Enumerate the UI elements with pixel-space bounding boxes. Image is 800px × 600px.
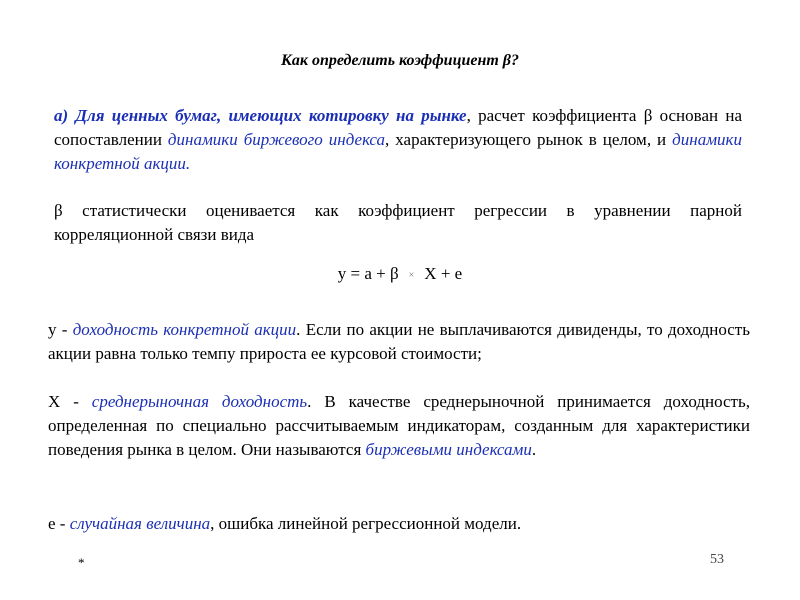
- slide-title: Как определить коэффициент β?: [280, 52, 519, 69]
- emphasis-random-variable: случайная величина: [69, 514, 211, 533]
- paragraph-e-definition: [48, 512, 750, 536]
- formula-right: X + e: [424, 264, 463, 283]
- text: , характеризующего рынок в целом, и: [385, 130, 673, 149]
- formula-left: y = a + β: [337, 264, 399, 283]
- text: e -: [48, 514, 70, 533]
- text: , ошибка линейной регрессионной модели.: [210, 514, 522, 533]
- text: . Если по акции не выплачиваются дивиденды, то доходность акции равна только темпу прироста ее курсовой стоимости;: [48, 320, 750, 363]
- paragraph-y-definition: [48, 318, 750, 366]
- text: . В качестве среднерыночной принимается доходность, определенная по специально рассчитываемым индикаторам, созданным для характеристики поведения рынка в целом. Они называются: [48, 392, 750, 459]
- paragraph-beta-estimation: β статистически оценивается как коэффициент регрессии в уравнении парной корреляционной связи вида: [54, 201, 742, 244]
- footer-star: *: [78, 555, 85, 570]
- regression-formula: [0, 264, 800, 284]
- text: , расчет коэффициента β основан на сопоставлении: [54, 106, 742, 149]
- emphasis-exchange-indexes: биржевыми индексами: [365, 440, 532, 459]
- text: X -: [48, 392, 92, 411]
- paragraph-x-definition: [48, 390, 750, 462]
- page-number: 53: [710, 552, 724, 567]
- paragraph-securities: [54, 104, 742, 176]
- emphasis-stock-return: доходность конкретной акции: [72, 320, 297, 339]
- emphasis-index-dynamics: динамики биржевого индекса: [167, 130, 385, 149]
- emphasis-stock-dynamics: динамики конкретной акции.: [54, 130, 742, 173]
- multiply-sign: ×: [408, 269, 415, 281]
- emphasis-market-return: среднерыночная доходность: [91, 392, 308, 411]
- text: y -: [48, 320, 73, 339]
- text: .: [531, 440, 537, 459]
- lead-text: а) Для ценных бумаг, имеющих котировку на рынке: [54, 106, 467, 125]
